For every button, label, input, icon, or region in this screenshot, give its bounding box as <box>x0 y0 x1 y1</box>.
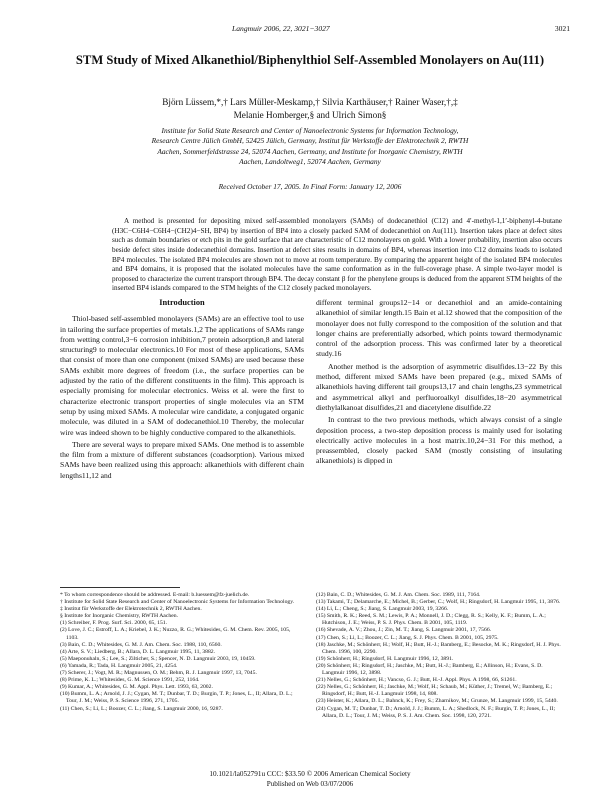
reference-item: (11) Chen, S.; Li, L.; Boozer, C. L.; Jiang, S. Langmuir 2000, 16, 9287. <box>60 705 223 712</box>
section-heading: Introduction <box>159 298 205 307</box>
body-paragraph: Thiol-based self-assembled monolayers (SAMs) are an effective tool to use in tailoring the surface properties of metals.1,2 The applications of SAMs range from wetting control,3−6 corrosion inhibition,7 protein adsorption,8 and lateral structuring9 to molecular electronics.10 For most of these applications, SAMs that consist of more than one component (mixed SAMs) are used because these SAMs exhibit more degrees of freedom (i.e., the surface properties can be adjusted by the ratio of the different constituents in the film). This approach is especially promising for molecular electronics. Weiss et al. were the first to characterize electronic transport properties of single molecules via an STM setup by using mixed SAMs. A molecular wire candidate, a conjugated organic molecule, was diluted in a SAM of dodecanethiol.10 Thereby, the molecular wire was indeed shown to be highly conductive compared to the alkanethiols. <box>60 314 304 437</box>
journal-citation: Langmuir 2006, 22, 3021−3027 <box>232 24 330 33</box>
reference-item: (9) Kumar, A.; Whitesides, G. M. Appl. Phys. Lett. 1993, 63, 2002. <box>60 684 213 691</box>
footnote: § Institute for Inorganic Chemistry, RWTH Aachen. <box>60 613 178 620</box>
reference-item: (20) Schönherr, H.; Ringsdorf, H.; Jaschke, M.; Butt, H.-J.; Bamberg, E.; Allinson, H.; Evans, S. D. Langmuir 1996, 12, 3898. <box>316 662 543 677</box>
body-paragraph: In contrast to the two previous methods, which always consist of a single deposition process, a two-step deposition process is mainly used for isolating electrically active molecules in a host matrix.10,24−31 For this method, a preassembled, closely packed SAM (mostly consisting of insulating alkanethiols) is dipped in <box>316 415 562 466</box>
doi-line: 10.1021/la052791u CCC: $33.50 © 2006 American Chemical Society <box>209 770 411 778</box>
page-footer <box>60 770 560 789</box>
article-title: STM Study of Mixed Alkanethiol/Biphenylthiol Self-Assembled Monolayers on Au(111) <box>75 53 545 67</box>
reference-item: (23) Heister, K.; Allara, D. L.; Bahnck, K.; Frey, S.; Zharnikov, M.; Grunze, M. Langmuir 1999, 15, 5440. <box>316 698 558 705</box>
reference-item: (6) Yamada, R.; Tada, H. Langmuir 2005, 21, 4254. <box>60 662 178 669</box>
body-paragraph: There are several ways to prepare mixed SAMs. One method is to assemble the film from a mixture of different substances (coadsorption). Various mixed SAMs have been realized using this approach: alkanethiols with different chain lengths11,12 and <box>60 439 304 480</box>
reference-item: (5) Maeponuhaln, S.; Lee, S.; Zilticher, S.; Spencer, N. D. Langmuir 2003, 19, 10459. <box>60 655 256 662</box>
footnote: † Institute for Solid State Research and Center of Nanoelectronic Systems for Information Technology. <box>60 599 295 606</box>
affiliation-line: Institute for Solid State Research and Center of Nanoelectronic Systems for Information Technology, <box>161 126 459 135</box>
affiliation-line: Aachen, Landoltweg1, 52074 Aachen, Germany <box>239 157 381 167</box>
footnotes-and-references-left <box>60 592 304 713</box>
reference-item: (2) Love, J. C.; Estroff, L. A.; Kriebel, J. K.; Nuzzo, R. G.; Whitesides, G. M. Chem. Rev. 2005, 105, 1103. <box>60 627 291 641</box>
author-list <box>60 96 560 122</box>
reference-item: (15) Smith, R. K.; Reed, S. M.; Lewis, P. A.; Monnell, J. D.; Clegg, R. S.; Kelly, K. F.; Bumm, L. A.; Hutchison, J. E.; Weiss, P. S. J. Phys. Chem. B 2001, 105, 1119. <box>316 613 546 627</box>
affiliations <box>60 126 560 168</box>
reference-item: (16) Shevade, A. V.; Zhou, J.; Zin, M. T.; Jiang, S. Langmuir 2001, 17, 7566. <box>316 627 492 634</box>
references-right <box>316 592 562 720</box>
affiliation-line: Research Centre Jülich GmbH, 52425 Jülich, Germany, Institut für Werkstoffe der Elektrotechnik 2, RWTH <box>151 136 469 146</box>
received-dates: Received October 17, 2005. In Final Form: January 12, 2006 <box>218 182 402 191</box>
reference-item: (14) Li, L.; Cheng, S.; Jiang, S. Langmuir 2003, 19, 3266. <box>316 606 449 613</box>
reference-item: (4) Arte, S. V.; Liedberg, B.; Allara, D. L. Langmuir 1995, 11, 3882. <box>60 648 216 655</box>
reference-item: (22) Nelles, G.; Schönherr, H.; Jaschke, M.; Wolf, H.; Schaub, M.; Küther, J.; Tremel, W.; Bamberg, E.; Ringsdorf, H.; Butt, H.-J. Langmuir 1998, 14, 808. <box>316 684 553 698</box>
reference-item: (17) Chen, S.; Li, L.; Boozer, C. L.; Jiang, S. J. Phys. Chem. B 2001, 105, 2975. <box>316 634 499 641</box>
left-column <box>60 298 304 483</box>
reference-item: (1) Schreiber, F. Prog. Surf. Sci. 2000, 65, 151. <box>60 620 168 627</box>
reference-item: (3) Bain, C. D.; Whitesides, G. M. J. Am. Chem. Soc. 1988, 110, 6560. <box>60 641 222 648</box>
author-line: Björn Lüssem,*,† Lars Müller-Meskamp,† Silvia Karthäuser,† Rainer Waser,†,‡ <box>162 97 458 107</box>
reference-item: (12) Bain, C. D.; Whitesides, G. M. J. Am. Chem. Soc. 1989, 111, 7164. <box>316 592 481 598</box>
reference-item: (21) Nelles, G.; Schönherr, H.; Vancso, G. J.; Butt, H.-J. Appl. Phys. A 1998, 66, S1261. <box>316 677 517 684</box>
reference-item: (8) Prime, K. L.; Whitesides, G. M. Science 1991, 252, 1164. <box>60 677 200 684</box>
body-paragraph: Another method is the adsorption of asymmetric disulfides.13−22 By this method, different mixed SAMs have been prepared (e.g., mixed SAMs of alkanethiols having different tail groups13,17 and chain lengths,23 symmetrical and asymmetrical alkyl and perfluoroalkyl disulfides,18−20 asymmetrical diethylalkanoat disulfides,21 and diacetylene disulfide.22 <box>316 361 562 412</box>
body-paragraph: different terminal groups12−14 or decanethiol and an amide-containing alkanethiol of similar length.15 Bain et al.12 showed that the composition of the monolayer does not fully correspond to the composition of the solution and that longer chains are preferentially adsorbed, which points toward thermodynamic control of the adsorption process. This was confirmed later by a theoretical study.16 <box>316 298 562 359</box>
reference-item: (7) Scherer, J.; Vogt, M. R.; Magnussen, O. M.; Behm, R. J. Langmuir 1997, 13, 7045. <box>60 670 257 677</box>
reference-item: (19) Schönherr, H.; Ringsdorf, H. Langmuir 1996, 12, 3891. <box>316 655 454 662</box>
affiliation-line: Aachen, Sommerfeldstrasse 24, 52074 Aachen, Germany, and Institute for Inorganic Chemistry, RWTH <box>157 146 463 156</box>
page-number: 3021 <box>554 24 570 33</box>
published-date: Published on Web 03/07/2006 <box>266 779 354 788</box>
running-header <box>60 24 570 36</box>
footnote-divider <box>60 587 180 588</box>
reference-item: (10) Bumm, L. A.; Arnold, J. J.; Cygan, M. T.; Dunbar, T. D.; Burgin, T. P.; Jones, L., II; Allara, D. L.; Tour, J. M.; Weiss, P. S. Science 1996, 271, 1705. <box>60 691 293 705</box>
footnote: ‡ Institut für Werkstoffe der Elektrotechnik 2, RWTH Aachen. <box>60 606 202 613</box>
reference-item: (24) Cygan, M. T.; Dunbar, T. D.; Arnold, J. J.; Bumm, L. A.; Shedlock, N. F.; Burgin, T. P.; Jones, L., II; Allara, D. L.; Tour, J. M.; Weiss, P. S. J. Am. Chem. Soc. 1998, 120, 2721. <box>316 705 556 719</box>
reference-item: (18) Jaschke, M.; Schönherr, H.; Wolf, H.; Butt, H.-J.; Bamberg, E.; Besocke, M. K.; Ringsdorf, H. J. Phys. Chem. 1996, 100, 2290. <box>316 641 561 655</box>
reference-item: (13) Takami, T.; Delamarche, E.; Michel, B.; Gerber, C.; Wolf, H.; Ringsdorf, H. Langmuir 1995, 11, 3876. <box>316 599 561 606</box>
right-column <box>316 298 562 469</box>
footnote: * To whom correspondence should be addressed. E-mail: b.luessem@fz-juelich.de. <box>60 592 250 598</box>
abstract: A method is presented for depositing mixed self-assembled monolayers (SAMs) of dodecanethiol (C12) and 4′-methyl-1,1′-biphenyl-4-butane (H3C−C6H4−C6H4−(CH2)4−SH, BP4) by insertion of BP4 into a closely packed SAM of dodecanethiol on Au(111). Insertion takes place at defect sites such as domain boundaries or etch pits in the gold surface that are characteristic of C12 monolayers on gold. With a lower probability, insertion also occurs beside defect sites inside dodecanethiol domains. Insertion at defect sites results in domains of BP4, whereas insertion into C12 domains leads to isolated BP4 molecules. The isolated BP4 molecules are shown not to move at room temperature. By comparing the apparent height of the isolated BP4 molecules and BP4 domains, it is proposed that the isolated molecules have the same conformation as in the full-coverage phase. A simple two-layer model is proposed to characterize the current transport through BP4. The decay constant β for the phenylene groups is deduced from the apparent STM heights of the inserted BP4 islands compared to the STM heights of the C12 closely packed monolayers. <box>112 217 562 293</box>
author-line: Melanie Homberger,§ and Ulrich Simon§ <box>233 110 387 120</box>
